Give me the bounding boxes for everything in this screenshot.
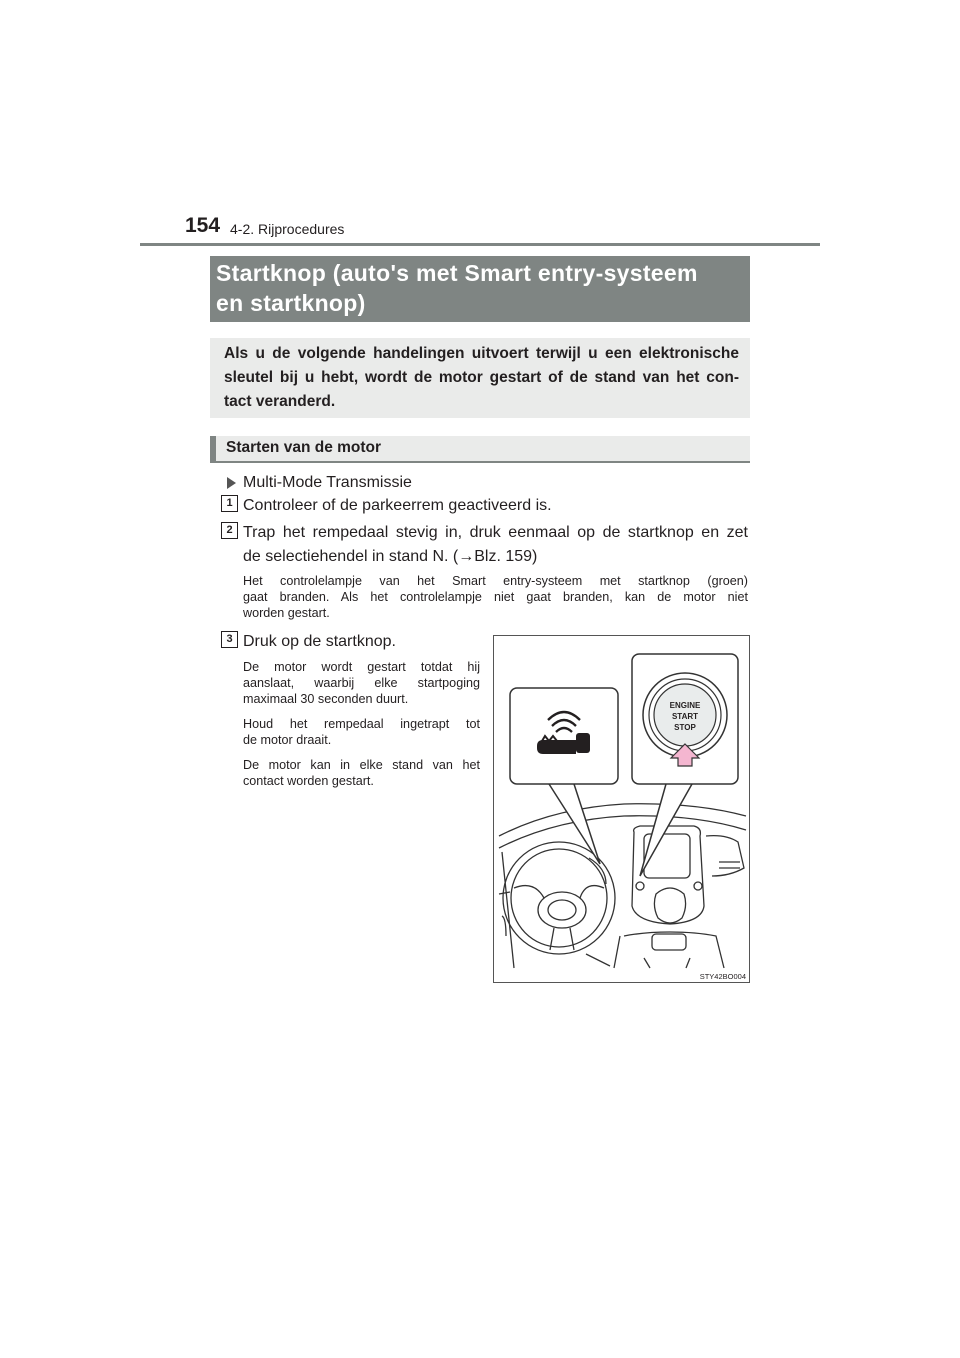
subheading-rule [210, 461, 750, 463]
subheading-box [210, 436, 750, 462]
key-callout-box [510, 688, 618, 784]
step-2-note-line: gaat branden. Als het controlelampje niet gaat branden, kan de motor niet [243, 590, 748, 604]
step-3-note-line: maximaal 30 seconden duurt. [243, 692, 409, 706]
title-box [210, 256, 750, 322]
intro-line: sleutel bij u hebt, wordt de motor gestart of de stand van het con- [224, 369, 739, 386]
title-line-2: en startknop) [216, 290, 366, 316]
page-number: 154 [185, 214, 221, 237]
step-3-note-line: De motor wordt gestart totdat hij [243, 660, 480, 674]
step-number-3: 3 [221, 631, 238, 648]
dashboard-figure [493, 635, 750, 983]
step-2-note-line: worden gestart. [243, 606, 330, 620]
intro-box [210, 338, 750, 418]
dashboard-illustration [494, 636, 750, 983]
step-number-2: 2 [221, 522, 238, 539]
step-3-text: Druk op de startknop. [243, 633, 396, 650]
transmission-label: Multi-Mode Transmissie [243, 474, 412, 491]
figure-code: STY42BO004 [699, 972, 746, 981]
step-1-text: Controleer of de parkeerrem geactiveerd is. [243, 497, 552, 514]
button-callout-pointer [640, 784, 692, 876]
dashboard-outline [499, 804, 746, 968]
step-3-note-line: aanslaat, waarbij elke startpoging [243, 676, 480, 690]
step-2-text-line-1: Trap het rempedaal stevig in, druk eenmaal op de startknop en zet [243, 524, 748, 541]
step-3-note-line: de motor draait. [243, 733, 332, 747]
button-label-engine: ENGINE [669, 701, 701, 710]
subheading: Starten van de motor [226, 439, 382, 456]
triangle-bullet-icon [227, 477, 236, 489]
transmission-bullet [227, 474, 412, 492]
step-3-note-line: Houd het rempedaal ingetrapt tot [243, 717, 480, 731]
step-2-text-line-2: de selectiehendel in stand N. (→Blz. 159) [243, 548, 538, 565]
button-label-start: START [671, 712, 699, 721]
step-3-note-line: contact worden gestart. [243, 774, 374, 788]
section-title: 4-2. Rijprocedures [230, 221, 345, 237]
step-number-1: 1 [221, 495, 238, 512]
intro-line: Als u de volgende handelingen uitvoert terwijl u een elektronische [224, 345, 739, 362]
title-line-1: Startknop (auto's met Smart entry-systeem [216, 260, 698, 286]
header-rule [140, 243, 820, 246]
intro-line: tact veranderd. [224, 393, 336, 410]
step-3-note-line: De motor kan in elke stand van het [243, 758, 480, 772]
subheading-bar [210, 436, 216, 462]
button-label-stop: STOP [674, 723, 696, 732]
step-2-note-line: Het controlelampje van het Smart entry-systeem met startknop (groen) [243, 574, 748, 588]
